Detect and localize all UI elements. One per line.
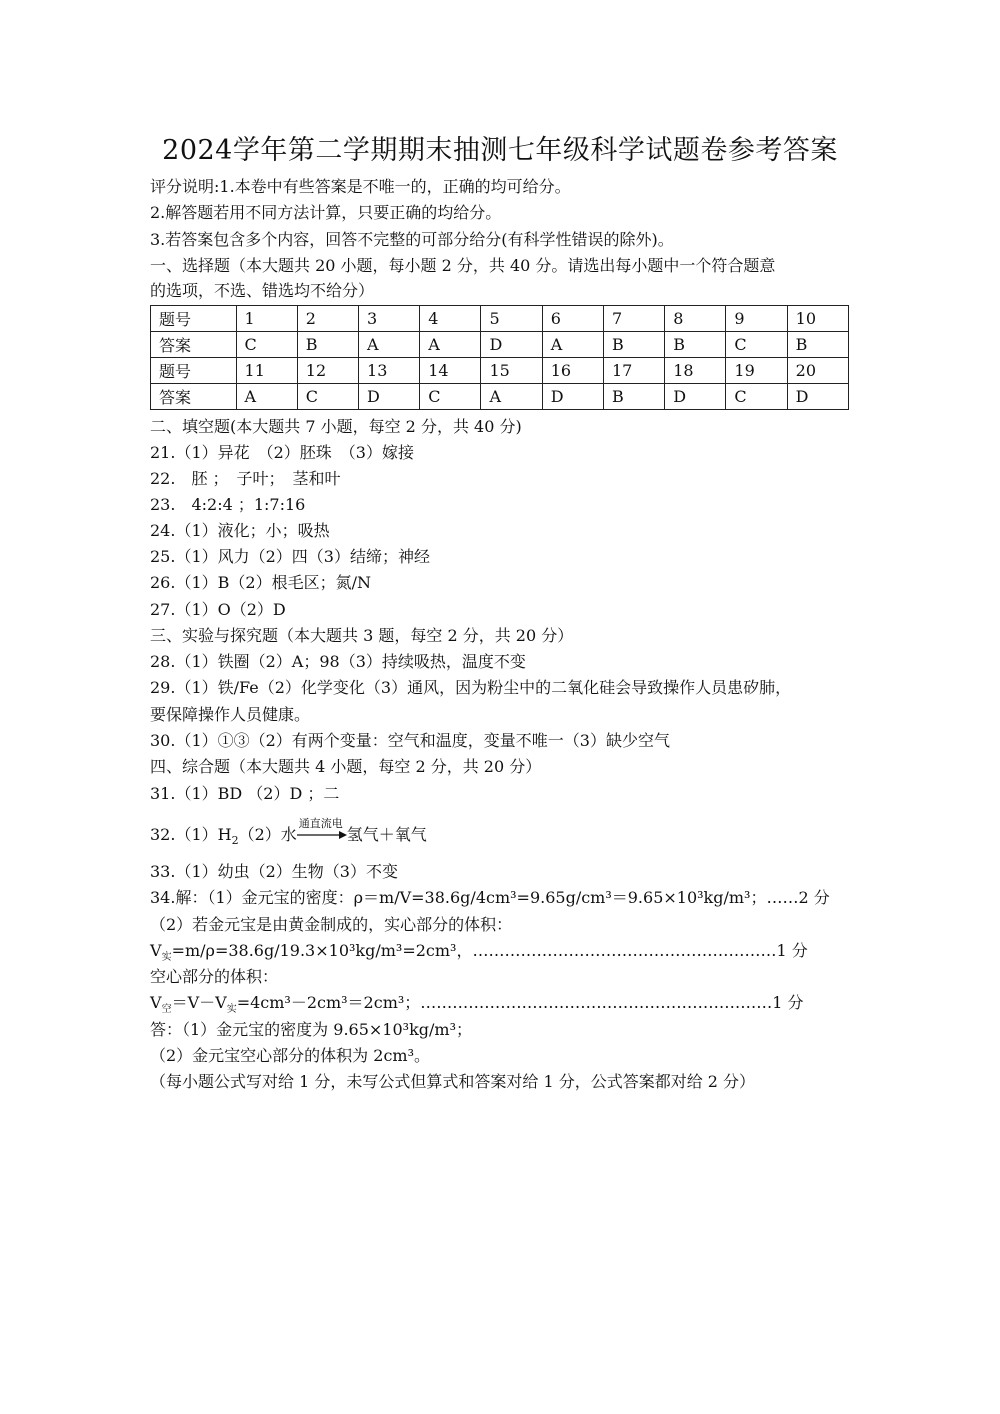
section1-header-cont: 的选项，不选、错选均不给分） xyxy=(150,281,375,300)
answer-34-line5-mid: ＝V－V xyxy=(171,993,227,1012)
table-cell: C xyxy=(726,384,787,410)
table-cell: C xyxy=(236,332,297,358)
table-cell: 17 xyxy=(603,358,664,384)
table-row xyxy=(151,332,849,358)
table-cell: 16 xyxy=(542,358,603,384)
table-cell: A xyxy=(542,332,603,358)
table-row xyxy=(151,358,849,384)
table-cell: 19 xyxy=(726,358,787,384)
scoring-note-2: 2.解答题若用不同方法计算，只要正确的均给分。 xyxy=(150,203,502,222)
table-cell: B xyxy=(603,384,664,410)
answer-23: 23. 4:2:4 ；1:7:16 xyxy=(150,495,306,514)
answer-26: 26.（1）B（2）根毛区；氮/N xyxy=(150,573,371,592)
subscript: 2 xyxy=(231,834,239,848)
section4-header: 四、综合题（本大题共 4 小题，每空 2 分，共 20 分） xyxy=(150,757,542,776)
table-cell: C xyxy=(726,332,787,358)
table-cell: D xyxy=(481,332,542,358)
row-label-answer: 答案 xyxy=(151,384,237,410)
answer-22: 22. 胚 ； 子叶； 茎和叶 xyxy=(150,469,341,488)
answer-32 xyxy=(150,816,427,852)
answer-34-line4: 空心部分的体积： xyxy=(150,967,279,986)
table-cell: 9 xyxy=(726,306,787,332)
section3-header: 三、实验与探究题（本大题共 3 题，每空 2 分，共 20 分） xyxy=(150,626,574,645)
subscript: 空 xyxy=(161,1004,172,1016)
answer-33: 33.（1）幼虫（2）生物（3）不变 xyxy=(150,862,398,881)
table-cell: 14 xyxy=(420,358,481,384)
row-label-answer: 答案 xyxy=(151,332,237,358)
table-cell: B xyxy=(297,332,358,358)
table-cell: 15 xyxy=(481,358,542,384)
table-cell: B xyxy=(603,332,664,358)
answer-34-line7: （2）金元宝空心部分的体积为 2cm³。 xyxy=(150,1046,430,1065)
section2-header: 二、填空题(本大题共 7 小题，每空 2 分，共 40 分) xyxy=(150,417,522,436)
row-label-question: 题号 xyxy=(151,358,237,384)
table-cell: 11 xyxy=(236,358,297,384)
table-cell: 3 xyxy=(359,306,420,332)
answer-29-cont: 要保障操作人员健康。 xyxy=(150,705,311,724)
table-row xyxy=(151,306,849,332)
answer-34-line5 xyxy=(150,992,804,1021)
table-cell: B xyxy=(787,332,848,358)
answer-34-line3 xyxy=(150,940,808,969)
table-cell: 4 xyxy=(420,306,481,332)
volume-symbol: V xyxy=(150,993,162,1012)
table-cell: 5 xyxy=(481,306,542,332)
scoring-note-1: 评分说明:1.本卷中有些答案是不唯一的，正确的均可给分。 xyxy=(150,177,571,196)
answer-30: 30.（1）①③（2）有两个变量：空气和温度，变量不唯一（3）缺少空气 xyxy=(150,731,670,750)
table-cell: 8 xyxy=(665,306,726,332)
table-cell: A xyxy=(236,384,297,410)
volume-symbol: V xyxy=(150,941,162,960)
answer-34-line2: （2）若金元宝是由黄金制成的，实心部分的体积： xyxy=(150,915,513,934)
table-cell: 6 xyxy=(542,306,603,332)
table-cell: D xyxy=(787,384,848,410)
reaction-condition: 通直流电 xyxy=(298,816,343,830)
table-cell: D xyxy=(359,384,420,410)
table-cell: A xyxy=(420,332,481,358)
section1-header: 一、选择题（本大题共 20 小题，每小题 2 分，共 40 分。请选出每小题中一个符合题意 xyxy=(150,256,776,275)
answer-29: 29.（1）铁/Fe（2）化学变化（3）通风，因为粉尘中的二氧化硅会导致操作人员患矽肺， xyxy=(150,678,792,697)
arrow-icon xyxy=(297,829,347,841)
table-cell: A xyxy=(481,384,542,410)
table-cell: A xyxy=(359,332,420,358)
table-cell: 20 xyxy=(787,358,848,384)
table-cell: C xyxy=(297,384,358,410)
answer-27: 27.（1）O（2）D xyxy=(150,600,286,619)
table-cell: C xyxy=(420,384,481,410)
subscript: 实 xyxy=(226,1004,237,1016)
table-cell: 12 xyxy=(297,358,358,384)
answer-34-line3-rest: =m/ρ=38.6g/19.3×10³kg/m³=2cm³，…………………………………………………1 分 xyxy=(171,941,808,960)
table-cell: 10 xyxy=(787,306,848,332)
table-cell: B xyxy=(665,332,726,358)
page-title: 2024学年第二学期期末抽测七年级科学试题卷参考答案 xyxy=(162,135,838,166)
table-row xyxy=(151,384,849,410)
row-label-question: 题号 xyxy=(151,306,237,332)
table-cell: 2 xyxy=(297,306,358,332)
subscript: 实 xyxy=(161,952,172,964)
answer-32-mid: （2）水 xyxy=(238,825,297,844)
answer-32-products: 氢气＋氧气 xyxy=(346,825,427,844)
table-cell: 1 xyxy=(236,306,297,332)
answer-34-line6: 答：（1）金元宝的密度为 9.65×10³kg/m³； xyxy=(150,1020,472,1039)
answer-28: 28.（1）铁圈（2）A；98（3）持续吸热，温度不变 xyxy=(150,652,526,671)
answer-21: 21.（1）异花 （2）胚珠 （3）嫁接 xyxy=(150,443,414,462)
grading-note: （每小题公式写对给 1 分，未写公式但算式和答案对给 1 分，公式答案都对给 2 分） xyxy=(150,1072,756,1091)
table-cell: 18 xyxy=(665,358,726,384)
answer-34-line5-rest: =4cm³－2cm³＝2cm³；…………………………………………………………1 分 xyxy=(236,993,804,1012)
answer-24: 24.（1）液化；小；吸热 xyxy=(150,521,330,540)
table-cell: 13 xyxy=(359,358,420,384)
scoring-note-3: 3.若答案包含多个内容，回答不完整的可部分给分(有科学性错误的除外)。 xyxy=(150,230,674,249)
table-cell: 7 xyxy=(603,306,664,332)
answer-25: 25.（1）风力（2）四（3）结缔；神经 xyxy=(150,547,430,566)
answer-34-line1: 34.解：（1）金元宝的密度：ρ＝m/V=38.6g/4cm³=9.65g/cm³＝9.65×10³kg/m³；……2 分 xyxy=(150,888,830,907)
reaction-arrow xyxy=(297,816,347,847)
answer-31: 31.（1）BD （2）D ；二 xyxy=(150,784,340,803)
answer-32-prefix: 32.（1）H xyxy=(150,825,232,844)
choice-answer-table xyxy=(150,305,849,410)
table-cell: D xyxy=(542,384,603,410)
table-cell: D xyxy=(665,384,726,410)
